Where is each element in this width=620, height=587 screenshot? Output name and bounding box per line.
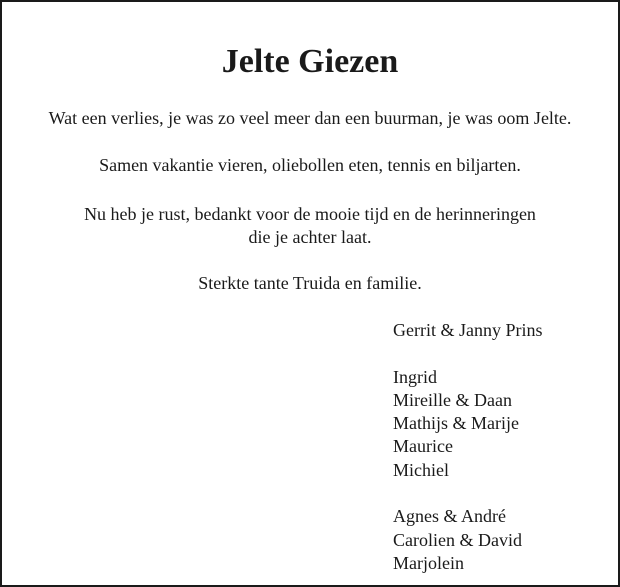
notice-paragraph-3 [2, 203, 618, 249]
signer-name: Ingrid [393, 366, 437, 387]
notice-paragraph-4: Sterkte tante Truida en familie. [198, 273, 422, 293]
signer-name: Marjolein [393, 552, 464, 573]
notice-paragraph-2: Samen vakantie vieren, oliebollen eten, tennis en biljarten. [99, 155, 521, 175]
signer-name: Maurice [393, 436, 453, 457]
notice-paragraph-3-line-2: die je achter laat. [248, 227, 372, 247]
signer-name: Agnes & André [393, 506, 506, 527]
signer-name: Mireille & Daan [393, 389, 512, 410]
notice-title: Jelte Giezen [221, 43, 399, 80]
notice-paragraph-1: Wat een verlies, je was zo veel meer dan een buurman, je was oom Jelte. [48, 108, 572, 128]
signer-name: Carolien & David [393, 529, 522, 550]
signer-name: Michiel [393, 459, 449, 480]
notice-paragraph-3-line-1: Nu heb je rust, bedankt voor de mooie tijd en de herinneringen [84, 204, 536, 224]
signer-name: Mathijs & Marije [393, 413, 519, 434]
signers-list [393, 319, 542, 575]
signer-name: Gerrit & Janny Prins [393, 320, 543, 340]
